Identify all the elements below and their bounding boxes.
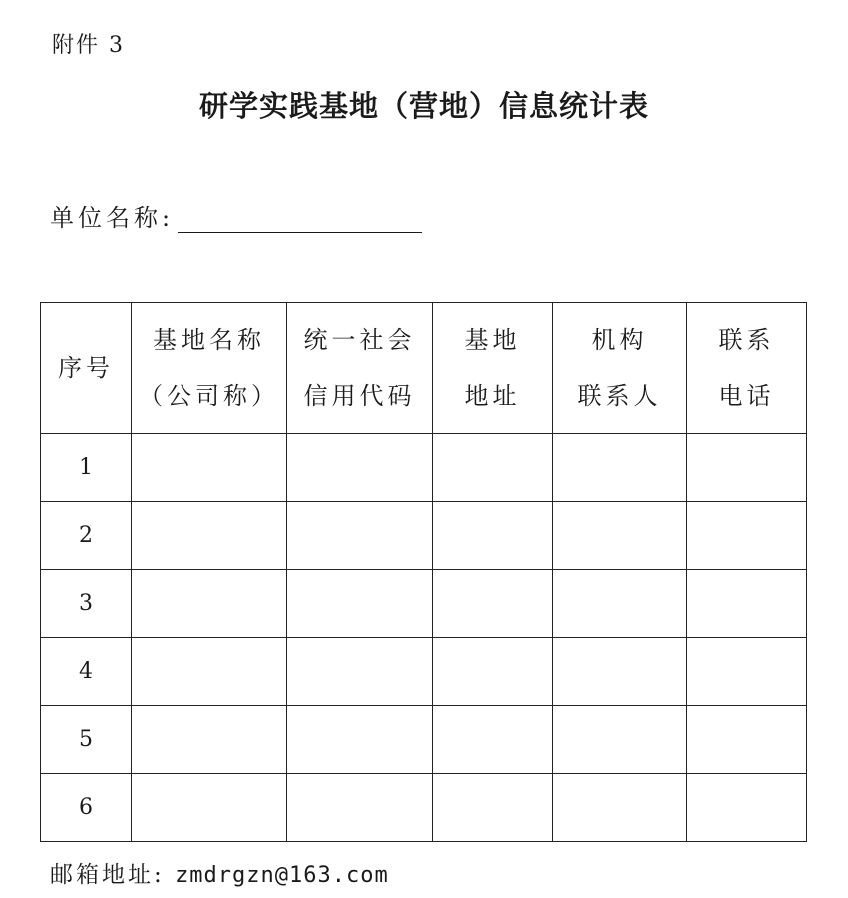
table-row [41, 706, 807, 774]
email-label: 邮箱地址: [50, 862, 165, 888]
header-line: 地址 [464, 382, 521, 410]
header-base-address [433, 303, 553, 434]
unit-name-row [50, 198, 422, 233]
cell-base-address[interactable] [433, 434, 553, 502]
row-number: 6 [41, 774, 132, 842]
table-header-row [41, 303, 807, 434]
header-line: （公司称） [139, 382, 279, 410]
cell-base-address[interactable] [433, 502, 553, 570]
cell-credit-code[interactable] [287, 434, 433, 502]
header-line: 联系人 [577, 382, 662, 410]
row-number: 3 [41, 570, 132, 638]
header-line: 统一社会 [303, 326, 416, 354]
row-number: 2 [41, 502, 132, 570]
header-contact-phone [687, 303, 807, 434]
header-line: 基地名称 [153, 326, 265, 354]
cell-contact-phone[interactable] [687, 570, 807, 638]
cell-contact-phone[interactable] [687, 774, 807, 842]
attachment-label: 附件 3 [52, 33, 125, 58]
cell-contact-phone[interactable] [687, 706, 807, 774]
row-number: 4 [41, 638, 132, 706]
cell-credit-code[interactable] [287, 706, 433, 774]
table-row [41, 774, 807, 842]
cell-contact-person[interactable] [553, 434, 687, 502]
cell-contact-person[interactable] [553, 706, 687, 774]
cell-base-name[interactable] [132, 434, 287, 502]
cell-base-address[interactable] [433, 706, 553, 774]
cell-credit-code[interactable] [287, 570, 433, 638]
header-base-name [132, 303, 287, 434]
cell-contact-person[interactable] [553, 570, 687, 638]
unit-name-label: 单位名称: [50, 204, 175, 232]
cell-base-name[interactable] [132, 706, 287, 774]
info-table [40, 302, 807, 842]
row-number: 1 [41, 434, 132, 502]
email-address: zmdrgzn@163.com [175, 863, 389, 888]
unit-name-blank [178, 202, 422, 233]
table-row [41, 570, 807, 638]
email-row [50, 856, 389, 889]
table-row [41, 638, 807, 706]
cell-contact-phone[interactable] [687, 638, 807, 706]
cell-contact-phone[interactable] [687, 434, 807, 502]
cell-contact-person[interactable] [553, 502, 687, 570]
cell-credit-code[interactable] [287, 774, 433, 842]
header-contact-person [553, 303, 687, 434]
header-line: 信用代码 [303, 382, 416, 410]
cell-base-name[interactable] [132, 502, 287, 570]
table-row [41, 434, 807, 502]
cell-credit-code[interactable] [287, 502, 433, 570]
cell-base-name[interactable] [132, 570, 287, 638]
document-title: 研学实践基地（营地）信息统计表 [198, 89, 649, 123]
header-line: 基地 [464, 326, 521, 354]
header-serial [41, 303, 132, 434]
header-line: 电话 [718, 382, 775, 410]
cell-base-address[interactable] [433, 638, 553, 706]
header-line: 序号 [58, 354, 114, 382]
cell-contact-person[interactable] [553, 638, 687, 706]
header-line: 联系 [718, 326, 775, 354]
cell-base-name[interactable] [132, 774, 287, 842]
header-line: 机构 [591, 326, 648, 354]
cell-base-address[interactable] [433, 774, 553, 842]
cell-base-name[interactable] [132, 638, 287, 706]
cell-contact-phone[interactable] [687, 502, 807, 570]
cell-contact-person[interactable] [553, 774, 687, 842]
cell-base-address[interactable] [433, 570, 553, 638]
cell-credit-code[interactable] [287, 638, 433, 706]
table-row [41, 502, 807, 570]
row-number: 5 [41, 706, 132, 774]
header-credit-code [287, 303, 433, 434]
